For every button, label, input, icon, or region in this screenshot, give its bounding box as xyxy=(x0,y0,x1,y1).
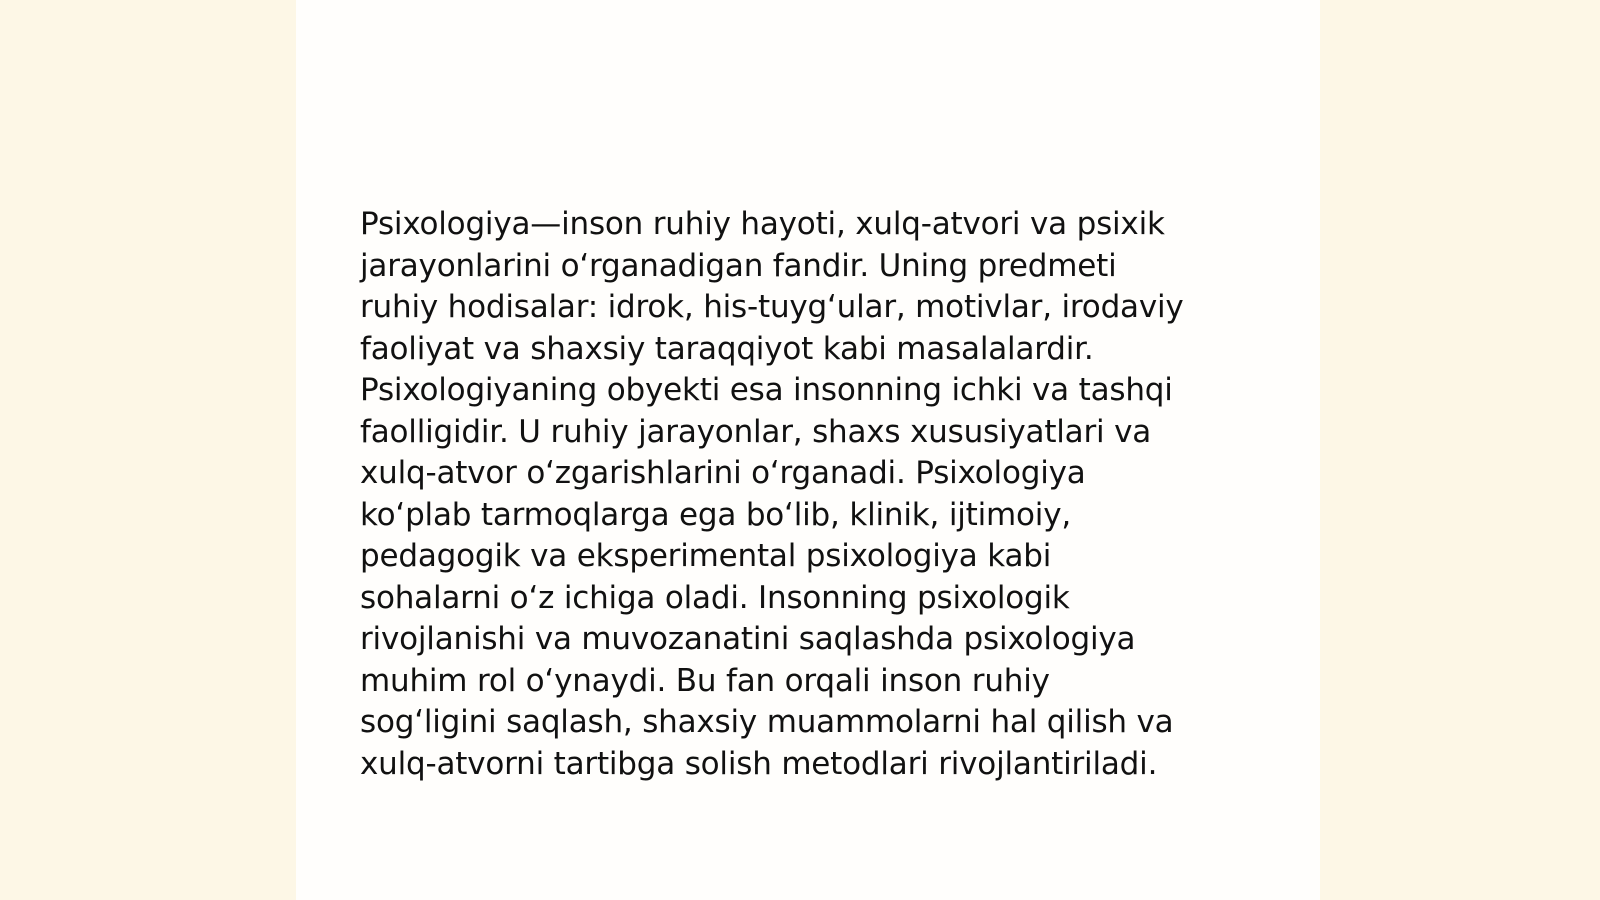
paragraph-line: faoliyat va shaxsiy taraqqiyot kabi masalalardir. xyxy=(360,330,1094,367)
paragraph-line: Psixologiya—inson ruhiy hayoti, xulq-atvori va psixik xyxy=(360,206,1165,242)
paragraph-line: ruhiy hodisalar: idrok, his-tuygʻular, motivlar, irodaviy xyxy=(360,289,1184,325)
paragraph-line: jarayonlarini oʻrganadigan fandir. Uning predmeti xyxy=(360,247,1117,284)
paragraph-line: xulq-atvor oʻzgarishlarini oʻrganadi. Psixologiya xyxy=(360,455,1086,491)
document-page xyxy=(296,0,1320,900)
paragraph-line: sohalarni oʻz ichiga oladi. Insonning psixologik xyxy=(360,579,1070,616)
paragraph-line: rivojlanishi va muvozanatini saqlashda psixologiya xyxy=(360,621,1136,657)
paragraph-line: pedagogik va eksperimental psixologiya kabi xyxy=(360,538,1052,574)
paragraph-line: koʻplab tarmoqlarga ega boʻlib, klinik, ijtimoiy, xyxy=(360,496,1071,533)
paragraph-line: sogʻligini saqlash, shaxsiy muammolarni hal qilish va xyxy=(360,704,1174,740)
paragraph-line: xulq-atvorni tartibga solish metodlari rivojlantiriladi. xyxy=(360,745,1158,782)
body-paragraph xyxy=(360,204,1250,785)
paragraph-line: faolligidir. U ruhiy jarayonlar, shaxs xususiyatlari va xyxy=(360,413,1152,450)
paragraph-line: muhim rol oʻynaydi. Bu fan orqali inson ruhiy xyxy=(360,662,1050,699)
paragraph-line: Psixologiyaning obyekti esa insonning ichki va tashqi xyxy=(360,372,1173,408)
